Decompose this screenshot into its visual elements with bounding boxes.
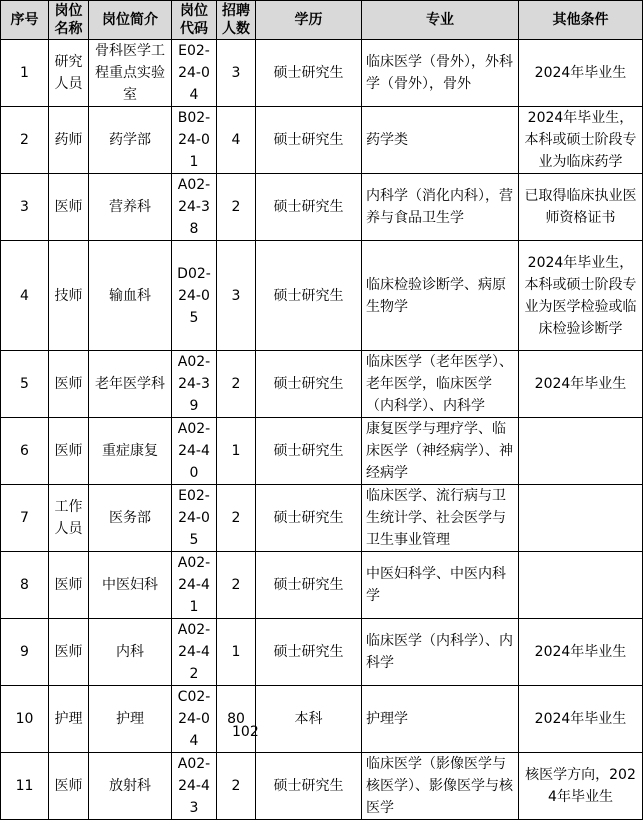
cell-intro: 放射科 [89,753,172,820]
table-row [1,40,643,107]
cell-other [519,485,643,552]
cell-code: D02-24-05 [172,241,217,351]
cell-intro: 护理 [89,686,172,753]
table-row [1,107,643,174]
table-row [1,418,643,485]
table-row [1,753,643,820]
cell-other [519,552,643,619]
header-other: 其他条件 [519,1,643,40]
cell-position: 医师 [49,552,89,619]
cell-code: E02-24-04 [172,40,217,107]
cell-intro: 老年医学科 [89,351,172,418]
header-position: 岗位名称 [49,1,89,40]
header-count: 招聘人数 [217,1,256,40]
cell-edu: 硕士研究生 [256,753,362,820]
cell-seq: 6 [1,418,49,485]
cell-intro: 内科 [89,619,172,686]
cell-count: 2 [217,485,256,552]
table-row [1,686,643,753]
cell-count: 2 [217,753,256,820]
cell-code: C02-24-04 [172,686,217,753]
cell-other: 2024年毕业生，本科或硕士阶段专业为临床药学 [519,107,643,174]
cell-seq: 11 [1,753,49,820]
cell-position: 药师 [49,107,89,174]
cell-major: 临床医学（影像医学与核医学）、影像医学与核医学 [362,753,519,820]
cell-edu: 硕士研究生 [256,418,362,485]
cell-position: 医师 [49,174,89,241]
cell-intro: 重症康复 [89,418,172,485]
header-edu: 学历 [256,1,362,40]
cell-major: 临床医学（内科学）、内科学 [362,619,519,686]
cell-major: 临床医学（老年医学）、老年医学，临床医学（内科学）、内科学 [362,351,519,418]
cell-major: 中医妇科学、中医内科学 [362,552,519,619]
cell-major: 临床医学、流行病与卫生统计学、社会医学与卫生事业管理 [362,485,519,552]
cell-edu: 硕士研究生 [256,619,362,686]
cell-edu: 本科 [256,686,362,753]
cell-count: 1 [217,418,256,485]
table-row [1,174,643,241]
cell-edu: 硕士研究生 [256,485,362,552]
cell-seq: 3 [1,174,49,241]
header-intro: 岗位简介 [89,1,172,40]
header-code: 岗位代码 [172,1,217,40]
cell-intro: 营养科 [89,174,172,241]
cell-other: 2024年毕业生，本科或硕士阶段专业为医学检验或临床检验诊断学 [519,241,643,351]
table-row [1,485,643,552]
header-seq: 序号 [1,1,49,40]
cell-other: 2024年毕业生 [519,40,643,107]
cell-count: 1 [217,619,256,686]
cell-position: 医师 [49,418,89,485]
cell-position: 研究人员 [49,40,89,107]
cell-major: 临床检验诊断学、病原生物学 [362,241,519,351]
cell-code: E02-24-05 [172,485,217,552]
cell-seq: 1 [1,40,49,107]
cell-count: 3 [217,40,256,107]
header-row [1,1,643,40]
cell-code: A02-24-39 [172,351,217,418]
table-row [1,552,643,619]
cell-code: A02-24-42 [172,619,217,686]
cell-seq: 7 [1,485,49,552]
header-major: 专业 [362,1,519,40]
cell-intro: 骨科医学工程重点实验室 [89,40,172,107]
cell-other: 2024年毕业生 [519,686,643,753]
cell-other: 核医学方向，2024年毕业生 [519,753,643,820]
cell-position: 技师 [49,241,89,351]
cell-intro: 医务部 [89,485,172,552]
table-row [1,619,643,686]
cell-count: 4 [217,107,256,174]
cell-position: 医师 [49,619,89,686]
cell-intro: 药学部 [89,107,172,174]
cell-code: A02-24-41 [172,552,217,619]
cell-major: 临床医学（骨外），外科学（骨外），骨外 [362,40,519,107]
cell-position: 医师 [49,753,89,820]
cell-edu: 硕士研究生 [256,241,362,351]
table-row [1,351,643,418]
table-row [1,241,643,351]
cell-other: 2024年毕业生 [519,619,643,686]
cell-count: 80 [217,686,256,753]
cell-code: A02-24-40 [172,418,217,485]
total-count: 102 [232,724,259,740]
cell-position: 护理 [49,686,89,753]
cell-seq: 2 [1,107,49,174]
cell-seq: 5 [1,351,49,418]
cell-seq: 8 [1,552,49,619]
cell-seq: 4 [1,241,49,351]
cell-seq: 9 [1,619,49,686]
cell-code: A02-24-38 [172,174,217,241]
cell-count: 2 [217,351,256,418]
cell-count: 2 [217,174,256,241]
cell-code: A02-24-43 [172,753,217,820]
cell-other: 已取得临床执业医师资格证书 [519,174,643,241]
cell-count: 2 [217,552,256,619]
cell-seq: 10 [1,686,49,753]
cell-edu: 硕士研究生 [256,552,362,619]
cell-position: 医师 [49,351,89,418]
cell-other: 2024年毕业生 [519,351,643,418]
cell-major: 药学类 [362,107,519,174]
cell-intro: 输血科 [89,241,172,351]
cell-major: 护理学 [362,686,519,753]
cell-other [519,418,643,485]
cell-code: B02-24-01 [172,107,217,174]
cell-edu: 硕士研究生 [256,174,362,241]
cell-edu: 硕士研究生 [256,40,362,107]
cell-major: 康复医学与理疗学、临床医学（神经病学）、神经病学 [362,418,519,485]
cell-edu: 硕士研究生 [256,351,362,418]
cell-position: 工作人员 [49,485,89,552]
cell-edu: 硕士研究生 [256,107,362,174]
cell-count: 3 [217,241,256,351]
cell-intro: 中医妇科 [89,552,172,619]
cell-major: 内科学（消化内科），营养与食品卫生学 [362,174,519,241]
